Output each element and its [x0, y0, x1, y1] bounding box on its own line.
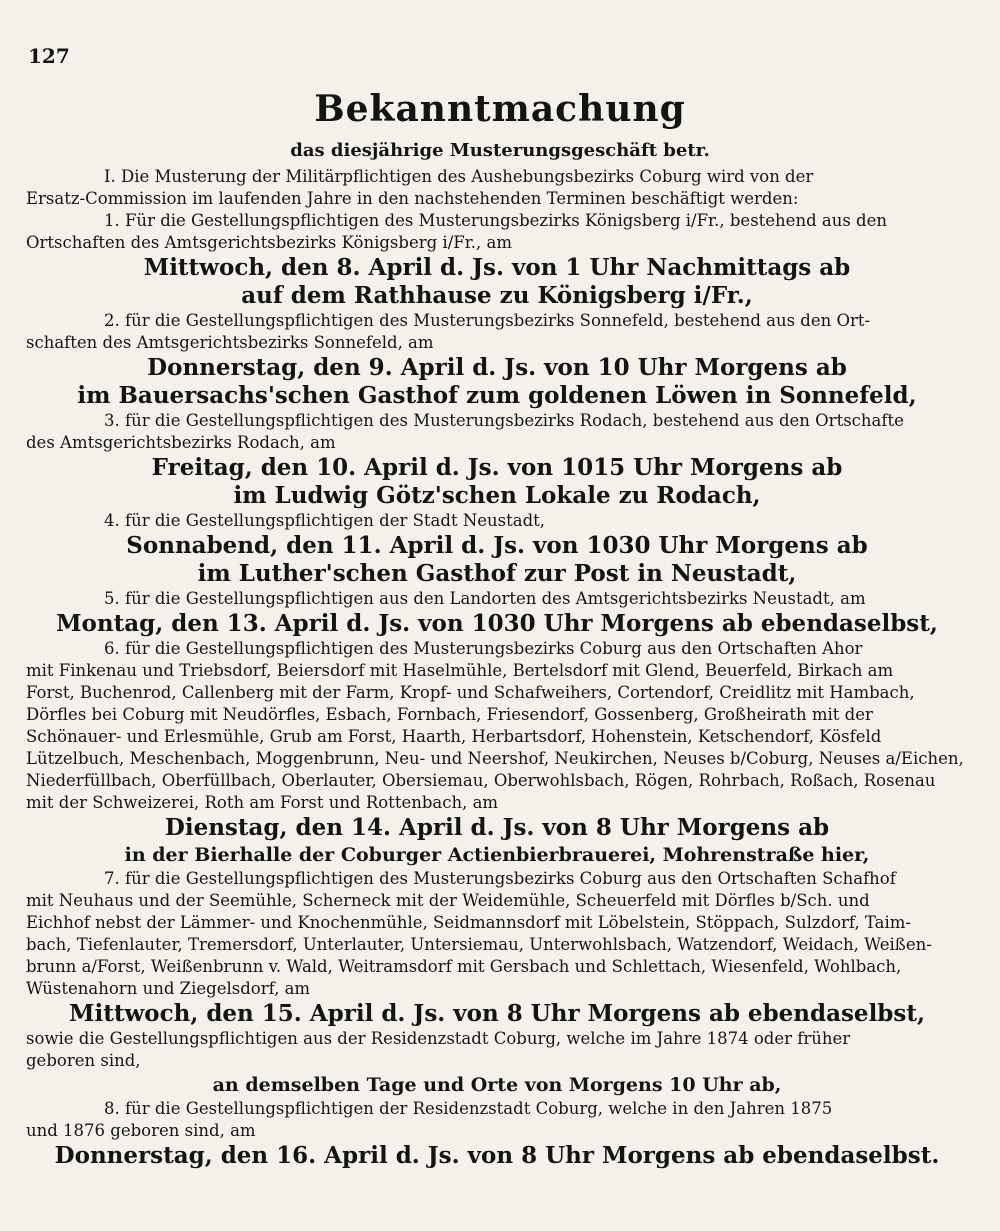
schedule-line: auf dem Rathhause zu Königsberg i/Fr., [241, 282, 753, 309]
text-line: Eichhof nebst der Lämmer- und Knochenmühle, Seidmannsdorf mit Löbelstein, Stöppach, Sulzdorf, Taim- [26, 913, 911, 932]
schedule-line: Freitag, den 10. April d. Js. von 1015 Uhr Morgens ab [151, 454, 843, 481]
schedule-line: Mittwoch, den 15. April d. Js. von 8 Uhr Morgens ab ebendaselbst, [69, 1000, 925, 1027]
schedule-line: Dienstag, den 14. April d. Js. von 8 Uhr Morgens ab [164, 814, 830, 841]
text-line: schaften des Amtsgerichtsbezirks Sonnefeld, am [26, 333, 434, 352]
text-line: mit Neuhaus und der Seemühle, Scherneck mit der Weidemühle, Scheuerfeld mit Dörfles b/Sch. und [26, 891, 870, 910]
schedule-line: im Luther'schen Gasthof zur Post in Neustadt, [197, 560, 797, 587]
page-number: 127 [28, 44, 70, 68]
text-line: Dörfles bei Coburg mit Neudörfles, Esbach, Fornbach, Friesendorf, Gossenberg, Großheirath mit der [26, 705, 873, 724]
venue-line: in der Bierhalle der Coburger Actienbierbrauerei, Mohrenstraße hier, [124, 844, 870, 866]
schedule-line: im Bauersachs'schen Gasthof zum goldenen Löwen in Sonnefeld, [77, 382, 917, 409]
schedule-line: Donnerstag, den 16. April d. Js. von 8 Uhr Morgens ab ebendaselbst. [54, 1142, 940, 1169]
text-line: Wüstenahorn und Ziegelsdorf, am [26, 979, 311, 998]
text-line: 8. für die Gestellungspflichtigen der Residenzstadt Coburg, welche in den Jahren 1875 [104, 1099, 833, 1118]
text-line: des Amtsgerichtsbezirks Rodach, am [26, 433, 336, 452]
page-title: Bekanntmachung [314, 88, 686, 130]
text-line: geboren sind, [26, 1051, 141, 1070]
text-line: mit Finkenau und Triebsdorf, Beiersdorf mit Haselmühle, Bertelsdorf mit Glend, Beuerfeld, Birkach am [26, 661, 894, 680]
schedule-line: im Ludwig Götz'schen Lokale zu Rodach, [233, 482, 761, 509]
text-line: 3. für die Gestellungspflichtigen des Musterungsbezirks Rodach, bestehend aus den Ortschafte [104, 411, 904, 430]
text-line: brunn a/Forst, Weißenbrunn v. Wald, Weitramsdorf mit Gersbach und Schlettach, Wiesenfeld, Wohlbach, [26, 957, 902, 976]
text-line: Ersatz-Commission im laufenden Jahre in den nachstehenden Terminen beschäftigt werden: [26, 189, 799, 208]
text-line: und 1876 geboren sind, am [26, 1121, 256, 1140]
text-line: Ortschaften des Amtsgerichtsbezirks Königsberg i/Fr., am [26, 233, 512, 252]
schedule-line: Montag, den 13. April d. Js. von 1030 Uhr Morgens ab ebendaselbst, [56, 610, 938, 637]
text-line: Lützelbuch, Meschenbach, Moggenbrunn, Neu- und Neershof, Neukirchen, Neuses b/Coburg, Neuses a/Eichen, [26, 749, 964, 768]
text-line: 2. für die Gestellungspflichtigen des Musterungsbezirks Sonnefeld, bestehend aus den Ort- [104, 311, 871, 330]
text-line: mit der Schweizerei, Roth am Forst und Rottenbach, am [26, 793, 499, 812]
text-line: 6. für die Gestellungspflichtigen des Musterungsbezirks Coburg aus den Ortschaften Ahor [104, 639, 863, 658]
text-line: 1. Für die Gestellungspflichtigen des Musterungsbezirks Königsberg i/Fr., bestehend aus den [104, 211, 888, 230]
text-line: Niederfüllbach, Oberfüllbach, Oberlauter, Obersiemau, Oberwohlsbach, Rögen, Rohrbach, Roßach, Rosenau [26, 771, 936, 790]
text-line: I. Die Musterung der Militärpflichtigen des Aushebungsbezirks Coburg wird von der [104, 167, 814, 186]
schedule-line: Mittwoch, den 8. April d. Js. von 1 Uhr Nachmittags ab [143, 254, 851, 281]
text-line: 5. für die Gestellungspflichtigen aus den Landorten des Amtsgerichtsbezirks Neustadt, am [104, 589, 866, 608]
venue-line: an demselben Tage und Orte von Morgens 10 Uhr ab, [212, 1074, 782, 1096]
schedule-line: Donnerstag, den 9. April d. Js. von 10 Uhr Morgens ab [147, 354, 847, 381]
text-line: 4. für die Gestellungspflichtigen der Stadt Neustadt, [104, 511, 546, 530]
text-line: Schönauer- und Erlesmühle, Grub am Forst, Haarth, Herbartsdorf, Hohenstein, Ketschendorf, Kösfeld [26, 727, 882, 746]
page-subtitle: das diesjährige Musterungsgeschäft betr. [290, 140, 710, 161]
text-line: bach, Tiefenlauter, Tremersdorf, Unterlauter, Untersiemau, Unterwohlsbach, Watzendorf, Weidach, Weißen- [26, 935, 932, 954]
announcement-body [26, 166, 968, 1170]
text-line: 7. für die Gestellungspflichtigen des Musterungsbezirks Coburg aus den Ortschaften Schafhof [104, 869, 896, 888]
text-line: sowie die Gestellungspflichtigen aus der Residenzstadt Coburg, welche im Jahre 1874 oder früher [26, 1029, 851, 1048]
schedule-line: Sonnabend, den 11. April d. Js. von 1030 Uhr Morgens ab [126, 532, 868, 559]
text-line: Forst, Buchenrod, Callenberg mit der Farm, Kropf- und Schafweihers, Cortendorf, Creidlitz mit Hambach, [26, 683, 915, 702]
